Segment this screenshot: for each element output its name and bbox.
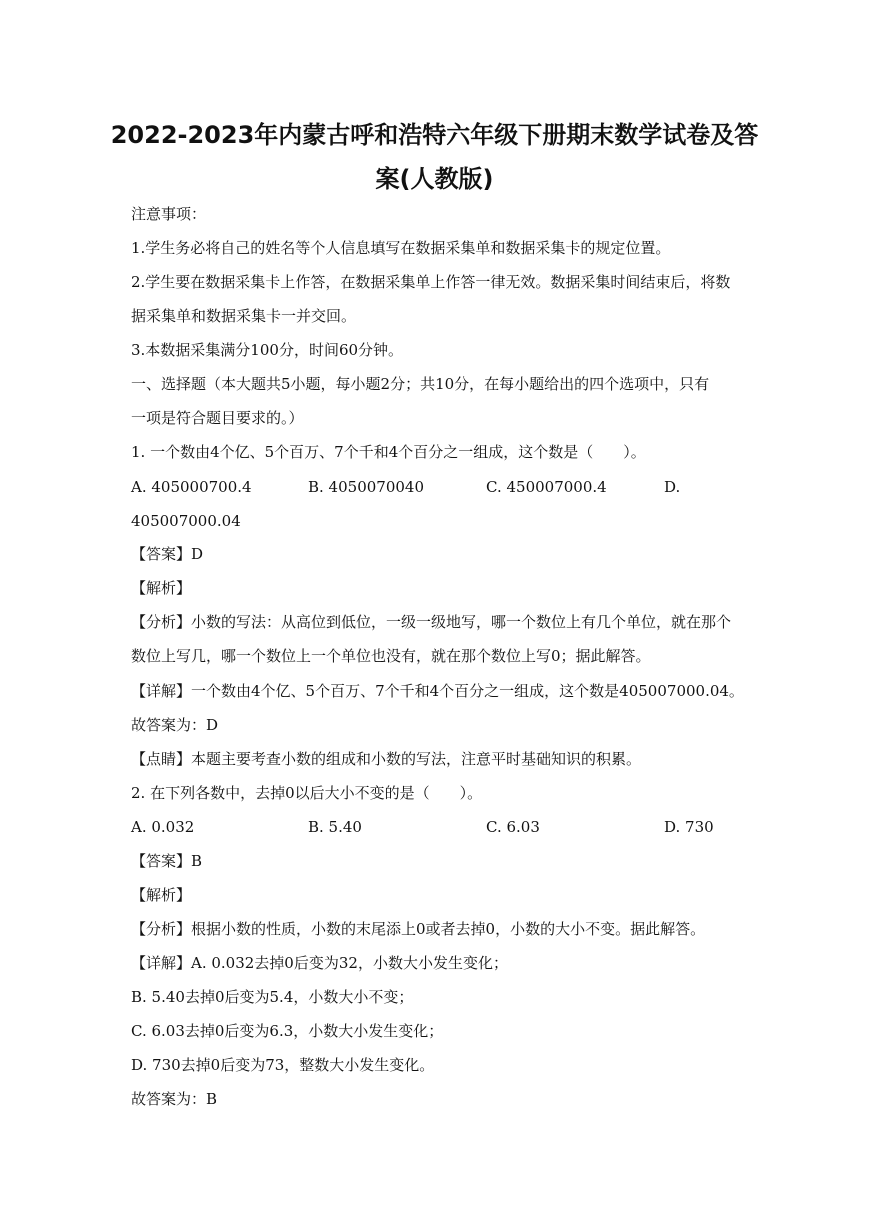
question-2-option-d: D. 730 <box>664 818 714 836</box>
question-2-option-a: A. 0.032 <box>131 818 195 836</box>
question-1-answer: 【答案】D <box>131 545 204 563</box>
question-1-option-c: C. 450007000.4 <box>486 478 607 496</box>
document-title-line-1: 2022-2023年内蒙古呼和浩特六年级下册期末数学试卷及答 <box>110 121 759 149</box>
question-1-fenxi-line-1: 【分析】小数的写法：从高位到低位，一级一级地写，哪一个数位上有几个单位，就在那个 <box>131 613 732 631</box>
question-2-conclusion: 故答案为：B <box>131 1090 218 1108</box>
question-2-detail-c: C. 6.03去掉0后变为6.3，小数大小发生变化； <box>131 1022 444 1040</box>
question-2-detail-a: 【详解】A. 0.032去掉0后变为32，小数大小发生变化； <box>131 954 508 972</box>
notice-item-2-line-2: 据采集单和数据采集卡一并交回。 <box>131 307 357 325</box>
notice-item-1: 1.学生务必将自己的姓名等个人信息填写在数据采集单和数据采集卡的规定位置。 <box>131 239 671 257</box>
question-2-option-b: B. 5.40 <box>308 818 362 836</box>
question-1-conclusion: 故答案为：D <box>131 716 219 734</box>
question-1-option-a: A. 405000700.4 <box>131 478 252 496</box>
question-1-detail: 【详解】一个数由4个亿、5个百万、7个千和4个百分之一组成，这个数是405007000.04。 <box>131 682 744 700</box>
notice-heading: 注意事项： <box>131 205 207 223</box>
notice-item-2-line-1: 2.学生要在数据采集卡上作答，在数据采集单上作答一律无效。数据采集时间结束后，将数 <box>131 273 731 291</box>
question-2-answer: 【答案】B <box>131 852 203 870</box>
question-2-detail-b: B. 5.40去掉0后变为5.4，小数大小不变； <box>131 988 414 1006</box>
question-1-stem: 1. 一个数由4个亿、5个百万、7个千和4个百分之一组成，这个数是（ ）。 <box>131 443 646 461</box>
question-2-stem: 2. 在下列各数中，去掉0以后大小不变的是（ ）。 <box>131 784 483 802</box>
question-2-detail-d: D. 730去掉0后变为73，整数大小发生变化。 <box>131 1056 435 1074</box>
question-2-fenxi: 【分析】根据小数的性质，小数的末尾添上0或者去掉0，小数的大小不变。据此解答。 <box>131 920 706 938</box>
question-2-analysis-heading: 【解析】 <box>131 886 192 904</box>
question-1-analysis-heading: 【解析】 <box>131 579 192 597</box>
question-1-dianjing: 【点睛】本题主要考查小数的组成和小数的写法，注意平时基础知识的积累。 <box>131 750 642 768</box>
question-1-option-b: B. 4050070040 <box>308 478 424 496</box>
notice-item-3: 3.本数据采集满分100分，时间60分钟。 <box>131 341 404 359</box>
question-1-fenxi-line-2: 数位上写几，哪一个数位上一个单位也没有，就在那个数位上写0；据此解答。 <box>131 647 651 665</box>
section-heading-line-2: 一项是符合题目要求的。） <box>131 409 304 427</box>
question-1-option-d: D. <box>664 478 681 496</box>
document-title-line-2: 案(人教版) <box>375 165 494 193</box>
question-1-option-d-value: 405007000.04 <box>131 512 241 530</box>
question-2-option-c: C. 6.03 <box>486 818 540 836</box>
section-heading-line-1: 一、选择题（本大题共5小题，每小题2分；共10分，在每小题给出的四个选项中，只有 <box>131 375 710 393</box>
